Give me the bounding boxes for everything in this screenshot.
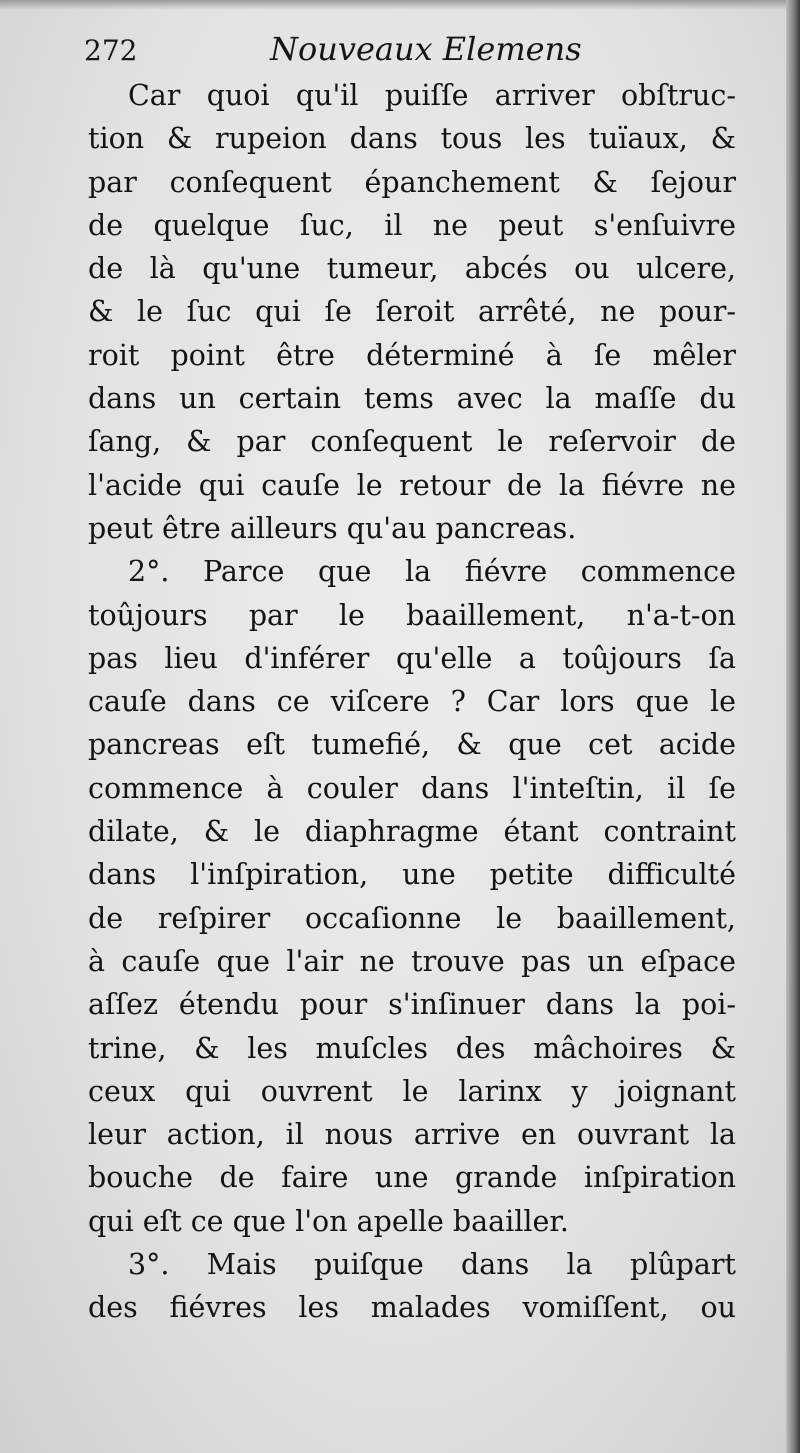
text-line: aſſez étendu pour s'inſinuer dans la poi- <box>88 988 736 1022</box>
page-header <box>84 30 764 80</box>
text-line: toûjours par le baaillement, n'a-t-on <box>88 598 736 632</box>
page-top-shadow <box>0 0 800 10</box>
text-line: 3°. Mais puiſque dans la plûpart <box>128 1248 736 1282</box>
text-line: dilate, & le diaphragme étant contraint <box>88 815 736 849</box>
text-line: leur action, il nous arrive en ouvrant la <box>88 1118 736 1152</box>
text-line: roit point être déterminé à ſe mêler <box>88 338 736 372</box>
text-line: trine, & les muſcles des mâchoires & <box>88 1031 736 1065</box>
text-line: Car quoi qu'il puiſſe arriver obſtruc- <box>128 79 736 112</box>
text-line: de quelque ſuc, il ne peut s'enſuivre <box>88 208 736 242</box>
body-text <box>88 74 736 1330</box>
text-line: ſang, & par conſequent le reſervoir de <box>88 425 736 459</box>
text-line: pancreas eſt tumefié, & que cet acide <box>88 728 736 762</box>
text-line: à cauſe que l'air ne trouve pas un eſpace <box>88 944 736 978</box>
text-line: bouche de faire une grande inſpiration <box>88 1161 736 1195</box>
text-line: dans l'inſpiration, une petite difficulté <box>88 858 736 892</box>
text-line: de là qu'une tumeur, abcés ou ulcere, <box>88 252 736 286</box>
text-line: 2°. Parce que la fiévre commence <box>128 555 736 589</box>
text-line: qui eſt ce que l'on apelle baailler. <box>88 1204 569 1238</box>
text-line: des fiévres les malades vomiſſent, ou <box>88 1291 736 1325</box>
text-line: tion & rupeion dans tous les tuïaux, & <box>88 122 736 156</box>
text-line: dans un certain tems avec la maſſe du <box>88 382 736 416</box>
text-line: cauſe dans ce viſcere ? Car lors que le <box>88 685 736 719</box>
text-line: commence à couler dans l'inteſtin, il ſe <box>88 771 736 805</box>
text-line: de reſpirer occaſionne le baaillement, <box>88 901 736 935</box>
page-number: 272 <box>84 34 138 67</box>
text-line: l'acide qui cauſe le retour de la fiévre ne <box>88 468 736 502</box>
running-title: Nouveaux Elemens <box>270 30 582 68</box>
text-line: peut être ailleurs qu'au pancreas. <box>88 511 577 545</box>
text-line: ceux qui ouvrent le larinx y joignant <box>88 1074 736 1108</box>
text-line: par conſequent épanchement & ſejour <box>88 165 736 199</box>
text-line: & le ſuc qui ſe ſeroit arrêté, ne pour- <box>88 295 736 329</box>
text-line: pas lieu d'inférer qu'elle a toûjours ſa <box>88 641 736 675</box>
page-binding-edge <box>786 0 800 1453</box>
